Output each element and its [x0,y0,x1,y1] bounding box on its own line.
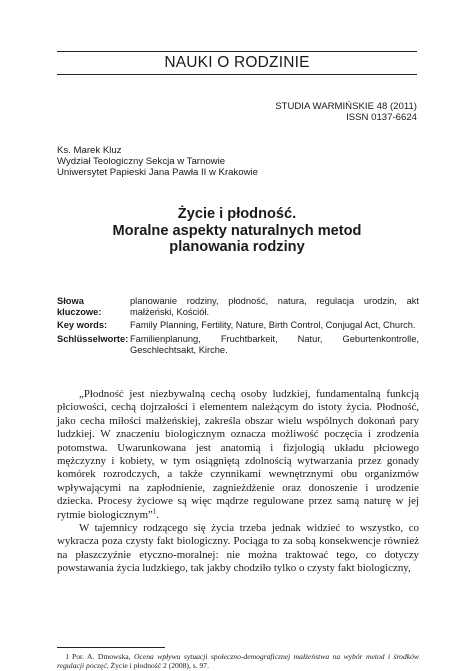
footnote-lead: Por. A. Dmowska, [72,652,134,661]
footnote-cited-title: Ocena wpływu sytuacji społeczno-demograficznej małżeństwa na wybór metod i środków regulacji poczęć [57,652,419,671]
footnote-rule [57,647,165,648]
paragraph-1-end: . [156,508,160,521]
footnote-number: 1 [65,652,69,661]
keywords-text: Familienplanung, Fruchtbarkeit, Natur, Geburtenkontrolle, Geschlechtsakt, Kirche. [130,333,419,355]
keywords-label: Schlüsselworte: [57,333,129,344]
title-line-2: Moralne aspekty naturalnych metod [112,222,362,239]
keywords-block [57,296,419,358]
body-paragraph-2: W tajemnicy rodzącego się życia trzeba jednak widzieć to wszystko, co wykracza poza czysty fakt biologiczny. Pociąga to za sobą konsekwencje również na płaszczyźnie etyczno-moralnej: nie można traktować tego, co dotyczy powstawania życia ludzkiego, tak jakby chodziło tylko o czysty fakt biologiczny, [57,522,419,575]
author-name: Ks. Marek Kluz [57,145,122,156]
paragraph-1-text: „Płodność jest niezbywalną cechą osoby ludzkiej, fundamentalną funkcją płciowości, cechą dojrzałości i elementem należącym do istoty życia. Płodność, jako cecha miłości małżeńskiej, zakreśla obszar wielu wspólnych dokonań pary ludzkiej. W znaczeniu biologicznym oznacza możliwość poczęcia i zrodzenia potomstwa. Uwarunkowana jest anatomią i fizjologią układu płciowego mężczyzny i kobiety, w tym osiągniętą zdolnością wytwarzania przez gonady komórek rozrodczych, a także czynnikami wewnętrznymi obu organizmów wpływającymi na zapłodnienie, zagnieżdżenie oraz donoszenie i urodzenie dziecka. Procesy życiowe są więc mądrze regulowane przez samą naturę w jej rytmie biologicznym” [57,388,419,521]
journal-volume: STUDIA WARMIŃSKIE 48 (2011) [275,101,417,112]
footnote-tail: , Życie i płodność 2 (2008), s. 97. [106,661,209,671]
keywords-text: Family Planning, Fertility, Nature, Birth Control, Conjugal Act, Church. [130,320,416,331]
keywords-label: Słowa kluczowe: [57,296,102,318]
author-block [57,145,258,178]
author-affiliation-faculty: Wydział Teologiczny Sekcja w Tarnowie [57,156,226,167]
journal-info [275,101,417,123]
journal-issn: ISSN 0137-6624 [346,112,417,123]
title-line-1: Życie i płodność. [177,206,297,222]
keywords-label: Key words: [57,320,108,331]
footnote-ref[interactable]: 1 [152,507,157,516]
author-affiliation-university: Uniwersytet Papieski Jana Pawła II w Krakowie [57,167,259,178]
body-paragraph-1 [57,388,419,522]
body-text [57,388,419,576]
keywords-row-german [57,334,419,356]
article-title [57,206,417,256]
keywords-text: planowanie rodziny, płodność, natura, regulacja urodzin, akt małżeński, Kościół. [130,296,419,318]
section-title: NAUKI O RODZINIE [164,54,310,71]
footnote [57,652,419,671]
keywords-row-polish [57,296,419,318]
keywords-row-english [57,320,419,331]
title-line-3: planowania rodziny [169,239,305,255]
header-rule-bottom [57,74,417,75]
header-rule-top [57,51,417,52]
